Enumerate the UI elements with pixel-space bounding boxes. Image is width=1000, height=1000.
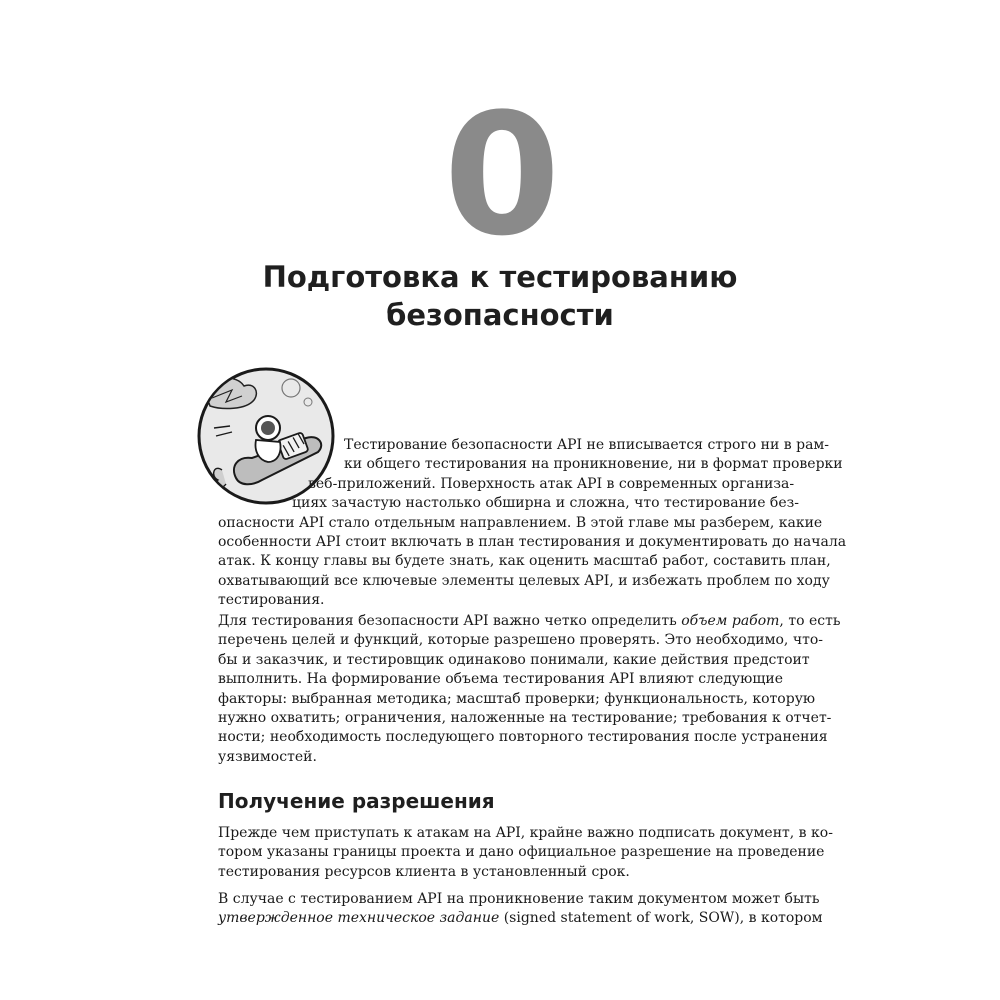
text-run: , то есть (779, 613, 841, 629)
sow-paragraph (218, 890, 823, 929)
text-line: тором указаны границы проекта и дано официальное разрешение на проведение (218, 844, 825, 861)
text-line (218, 612, 841, 631)
text-line: уязвимостей. (218, 748, 317, 765)
chapter-number: 0 (443, 77, 557, 273)
text-line: ки общего тестирования на проникновение, ни в формат проверки (344, 456, 843, 473)
chapter-title (200, 258, 800, 334)
chapter-title-line: Подготовка к тестированию (262, 260, 738, 294)
chapter-title-line: безопасности (386, 298, 614, 332)
text-line: факторы: выбранная методика; масштаб проверки; функциональность, которую (218, 690, 816, 707)
text-run: Для тестирования безопасности API важно четко определить (218, 613, 682, 629)
text-line: охватывающий все ключевые элементы целевых API, и избежать проблем по ходу (218, 572, 830, 589)
text-line: циях зачастую настолько обширна и сложна, что тестирование без- (292, 495, 800, 512)
text-line: перечень целей и функций, которые разрешено проверять. Это необходимо, что- (218, 632, 823, 649)
text-line: Прежде чем приступать к атакам на API, крайне важно подписать документ, в ко- (218, 825, 833, 841)
text-line: тестирования. (218, 592, 325, 609)
scope-paragraph (218, 612, 841, 767)
text-line: бы и заказчик, и тестировщик одинаково понимали, какие действия предстоит (218, 651, 810, 668)
text-line: выполнить. На формирование объема тестирования API влияют следующие (218, 671, 783, 688)
text-line: нужно охватить; ограничения, наложенные на тестирование; требования к отчет- (218, 710, 832, 727)
text-line (218, 909, 823, 928)
text-line: В случае с тестированием API на проникновение таким документом может быть (218, 891, 820, 907)
permission-paragraph (218, 824, 833, 882)
text-line: атак. К концу главы вы будете знать, как оценить масштаб работ, составить план, (218, 553, 831, 570)
section-heading: Получение разрешения (218, 789, 495, 813)
intro-paragraph (218, 436, 847, 611)
text-run: (signed statement of work, SOW), в котором (499, 910, 823, 927)
text-line: опасности API стало отдельным направлением. В этой главе мы разберем, какие (218, 514, 823, 531)
text-line: веб-приложений. Поверхность атак API в современных организа- (308, 475, 795, 492)
text-line: особенности API стоит включать в план тестирования и документировать до начала (218, 534, 847, 551)
term-scope: объем работ (681, 613, 780, 629)
text-line: ности; необходимость последующего повторного тестирования после устранения (218, 729, 828, 746)
term-sow: утвержденное техническое задание (218, 910, 500, 927)
text-line: Тестирование безопасности API не вписывается строго ни в рам- (344, 437, 830, 453)
text-line: тестирования ресурсов клиента в установленный срок. (218, 863, 630, 880)
